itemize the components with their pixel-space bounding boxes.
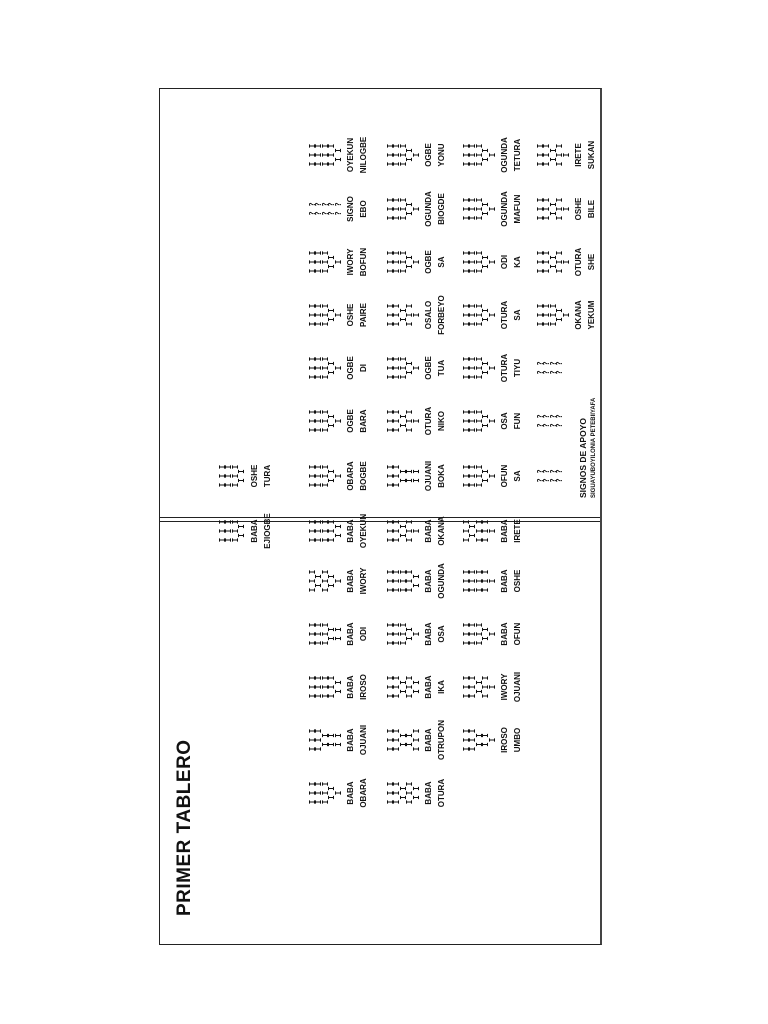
sign-marks: I I I I I I I I I I I I	[308, 409, 343, 433]
sign-name: BABA	[424, 622, 434, 646]
sign-marks: I I I I I I I I I I I I	[308, 250, 343, 274]
sign-marks: I I I I I I I I I I I I	[462, 356, 497, 380]
sign-name: OGBE	[346, 409, 356, 433]
sign-marks: I I I I I I I I I I I I	[386, 143, 421, 167]
sign-name: BABA	[346, 519, 356, 543]
sign-name: OTURA	[424, 406, 434, 436]
sign-marks: I I I I I I I I I I I	[218, 464, 247, 488]
sign-name: OBARA	[359, 778, 369, 808]
sign-name: DI	[359, 364, 369, 372]
sign-name: BABA	[500, 569, 510, 593]
sign-marks: I I I I I I I I I I I I	[462, 143, 497, 167]
sign-name: FORBEYO	[437, 295, 447, 335]
sign-ogunda-biogde	[388, 186, 446, 232]
sign-marks: I I I I I I I I I I I I	[462, 409, 497, 433]
sign-osalo-forbeyo	[388, 292, 446, 338]
sign-marks: I I I I I I I I I I I I	[462, 622, 497, 646]
sign-marks: I I I I I I I I I I I I	[386, 519, 421, 543]
sign-name: OGBE	[424, 143, 434, 167]
sign-marks: ? ? ? ? ? ? ? ?	[536, 361, 565, 375]
sign-name: BABA	[346, 781, 356, 805]
sign-name: OJUANI	[359, 724, 369, 756]
sign-name: ODI	[500, 254, 510, 270]
sign-marks: I I I I I I I I I I I	[308, 569, 343, 593]
sign-name: NIKO	[437, 411, 447, 431]
apoyo-sign	[538, 345, 564, 391]
sign-name: OSA	[500, 412, 510, 430]
sign-otura-she	[538, 239, 596, 285]
sign-name: EJIOGBE	[262, 513, 272, 549]
sign-marks: I I I I I I I I I I I I I	[386, 728, 421, 752]
sign-marks: I I I I I I I I I I I I	[308, 464, 343, 488]
board-sheet	[159, 88, 602, 945]
sign-baba-osa	[388, 611, 446, 657]
sign-ogbe-sa	[388, 239, 446, 285]
sign-name: BABA	[346, 675, 356, 699]
sign-irete-sukan	[538, 132, 596, 178]
sign-name: TETURA	[513, 138, 523, 172]
sign-name: IKA	[437, 680, 447, 694]
sign-obara-bogbe	[310, 453, 368, 499]
sign-marks: I I I I I I I I I I I	[462, 728, 497, 752]
sign-ogbe-yonu	[388, 132, 446, 178]
sign-baba-ika	[388, 664, 446, 710]
sign-name: MAFUN	[513, 194, 523, 224]
sign-name: YEKUM	[587, 300, 597, 330]
sign-marks: I I I I I I I I I I I I	[386, 250, 421, 274]
sign-name: OSA	[437, 625, 447, 643]
sign-name: KA	[513, 256, 523, 268]
sign-baba-obara	[310, 770, 368, 816]
sign-name: IROSO	[359, 674, 369, 700]
sign-name: IROSO	[500, 727, 510, 753]
page-title: PRIMER TABLERO	[174, 739, 195, 916]
sign-name: TURA	[262, 464, 272, 488]
sign-name: SA	[513, 309, 523, 321]
sign-name: TIYU	[513, 358, 523, 378]
sign-name: UMBO	[513, 727, 523, 753]
sign-marks: I I I I I I I I I I I I	[386, 409, 421, 433]
sign-marks: I I I I I I I I I I I I	[386, 356, 421, 380]
sign-name: OGUNDA	[424, 191, 434, 227]
sign-marks: I I I I I I I I I I I I	[462, 250, 497, 274]
sign-name: OGUNDA	[500, 191, 510, 227]
sign-name: OGBE	[424, 250, 434, 274]
sign-name: OTURA	[500, 300, 510, 330]
sign-name: OTURA	[574, 247, 584, 277]
sign-baba-okana	[388, 508, 446, 554]
sign-name: OSHE	[574, 197, 584, 221]
sign-name: OFUN	[513, 622, 523, 646]
apoyo-title: SIGNOS DE APOYO	[578, 418, 588, 498]
sign-marks: I I I I I I I I I I I I I I	[308, 675, 343, 699]
sign-marks: I I I I I I I I I I I I I	[462, 569, 497, 593]
sign-marks: I I I I I I I I I I I I I	[386, 781, 421, 805]
sign-name: BOKA	[437, 464, 447, 488]
sign-otura-sa	[464, 292, 522, 338]
sign-marks: I I I I I I I I I I I I I	[386, 675, 421, 699]
sign-marks: ? ? ? ? ? ? ? ?	[536, 469, 565, 483]
sign-name: BILE	[587, 199, 597, 219]
sign-name: BABA	[424, 675, 434, 699]
sign-marks: ? ? ? ? ? ? ? ?	[536, 414, 565, 428]
sign-baba-ofun	[464, 611, 522, 657]
sign-marks: I I I I I I I I I I I I	[386, 197, 421, 221]
sign-name: ODI	[359, 626, 369, 642]
sign-marks: I I I I I I I I I I I I	[536, 143, 571, 167]
apoyo-sign	[538, 398, 564, 444]
sign-marks: I I I I I I I I I I I I	[308, 728, 343, 752]
sign-name: BABA	[424, 781, 434, 805]
sign-marks: I I I I I I I I I I I I	[462, 675, 497, 699]
sign-marks: I I I I I I I I I I I I I I	[308, 519, 343, 543]
sign-name: IRETE	[574, 143, 584, 167]
sign-name: OBARA	[346, 461, 356, 491]
sign-marks: I I I I I I I I I I I I	[462, 464, 497, 488]
sign-marks: I I I I I I I I I I I I	[462, 303, 497, 327]
sign-baba-odi	[310, 611, 368, 657]
sign-name: OYEKUN	[359, 513, 369, 549]
sign-name: BABA	[424, 728, 434, 752]
sign-baba-otrupon	[388, 717, 446, 763]
sign-marks: I I I I I I I I I I I I	[308, 781, 343, 805]
sign-oyekun-nilogbe	[310, 132, 368, 178]
sign-iwory-bofun	[310, 239, 368, 285]
sign-name: OSALO	[424, 300, 434, 330]
sign-name: IWORY	[359, 567, 369, 595]
sign-name: SIGNO	[346, 196, 356, 222]
sign-name: BOFUN	[359, 247, 369, 277]
sign-baba-iroso	[310, 664, 368, 710]
sign-name: OJUANI	[424, 460, 434, 492]
sign-name: OSHE	[513, 569, 523, 593]
sign-name: BARA	[359, 409, 369, 433]
sign-baba-oshe	[464, 558, 522, 604]
apoyo-sign	[538, 453, 564, 499]
sign-baba-iwory	[310, 558, 368, 604]
sign-name: OFUN	[500, 464, 510, 488]
sign-otura-niko	[388, 398, 446, 444]
sign-ogunda-tetura	[464, 132, 522, 178]
sign-okana-yekum	[538, 292, 596, 338]
sign-name: BABA	[249, 519, 259, 543]
board-content	[160, 89, 603, 946]
apoyo-subtitle: SIGUAYUBOYILONIA PETEBIIYAFA	[591, 397, 597, 498]
sign-oshe-paire	[310, 292, 368, 338]
sign-oshe-tura	[220, 453, 272, 499]
sign-baba-ojuani	[310, 717, 368, 763]
sign-name: IRETE	[513, 519, 523, 543]
sign-odi-ka	[464, 239, 522, 285]
sign-marks: I I I I I I I I I I I I	[386, 303, 421, 327]
sign-marks: I I I I I I I I I I I I	[462, 519, 497, 543]
sign-ogbe-di	[310, 345, 368, 391]
sign-name: SHE	[587, 253, 597, 271]
sign-name: TUA	[437, 359, 447, 377]
sign-name: SA	[437, 256, 447, 268]
sign-iwory-ojuani	[464, 664, 522, 710]
sign-name: PAIRE	[359, 303, 369, 327]
sign-name: BOGBE	[359, 461, 369, 491]
sign-name: IWORY	[500, 673, 510, 701]
sign-ogbe-bara	[310, 398, 368, 444]
sign-name: OSHE	[346, 303, 356, 327]
sign-name: BIOGDE	[437, 193, 447, 225]
sign-otura-tiyu	[464, 345, 522, 391]
sign-name: OTURA	[500, 353, 510, 383]
sign-marks: I I I I I I I I I I I I	[308, 356, 343, 380]
sign-marks: I I I I I I I I I I I I	[462, 197, 497, 221]
sign-name: NILOGBE	[359, 136, 369, 174]
sign-marks: I I I I I I I I I I I I I I	[386, 569, 421, 593]
sign-name: BABA	[346, 569, 356, 593]
sign-marks: I I I I I I I I I I I I	[386, 464, 421, 488]
sign-name: OTURA	[437, 778, 447, 808]
sign-oshe-bile	[538, 186, 596, 232]
sign-name: EBO	[359, 200, 369, 218]
sign-marks: I I I I I I I I I I I I	[386, 622, 421, 646]
sign-name: OGUNDA	[437, 563, 447, 599]
sign-iroso-umbo	[464, 717, 522, 763]
sign-marks: I I I I I I I I I I I I I	[308, 622, 343, 646]
sign-ojuani-boka	[388, 453, 446, 499]
sign-baba-irete	[464, 508, 522, 554]
sign-name: OYEKUN	[346, 137, 356, 173]
sign-marks: I I I I I I I I I I I I	[536, 303, 571, 327]
sign-signo-ebo	[310, 186, 368, 232]
sign-name: FUN	[513, 412, 523, 430]
sign-marks: I I I I I I I I I I I I	[536, 250, 571, 274]
sign-name: OJUANI	[513, 671, 523, 703]
sign-baba-ogunda	[388, 558, 446, 604]
sign-name: IWORY	[346, 248, 356, 276]
sign-name: OGBE	[424, 356, 434, 380]
sign-ogunda-mafun	[464, 186, 522, 232]
sign-name: OGBE	[346, 356, 356, 380]
sign-name: BABA	[424, 569, 434, 593]
sign-name: BABA	[424, 519, 434, 543]
sign-name: OGUNDA	[500, 137, 510, 173]
sign-marks: I I I I I I I I I I I I I I	[308, 143, 343, 167]
sign-name: BABA	[346, 728, 356, 752]
sign-name: OSHE	[249, 464, 259, 488]
sign-ogbe-tua	[388, 345, 446, 391]
sign-marks: I I I I I I I I I I I	[218, 519, 247, 543]
sign-name: SUKAN	[587, 140, 597, 170]
sign-name: OKANA	[574, 300, 584, 330]
sign-name: BABA	[500, 519, 510, 543]
sign-name: YONU	[437, 143, 447, 167]
sign-ofun-sa	[464, 453, 522, 499]
sign-name: BABA	[500, 622, 510, 646]
sign-name: OTRUPON	[437, 720, 447, 760]
sign-name: OKANA	[437, 516, 447, 546]
sign-name: BABA	[346, 622, 356, 646]
sign-marks: I I I I I I I I I I I I	[536, 197, 571, 221]
sign-marks: ? ? ? ? ? ? ? ? ? ?	[308, 202, 343, 216]
sign-baba-ejiogbe	[220, 508, 272, 554]
sign-baba-otura	[388, 770, 446, 816]
sign-name: SA	[513, 470, 523, 482]
sign-marks: I I I I I I I I I I I I	[308, 303, 343, 327]
sign-baba-oyekun	[310, 508, 368, 554]
sign-osa-fun	[464, 398, 522, 444]
